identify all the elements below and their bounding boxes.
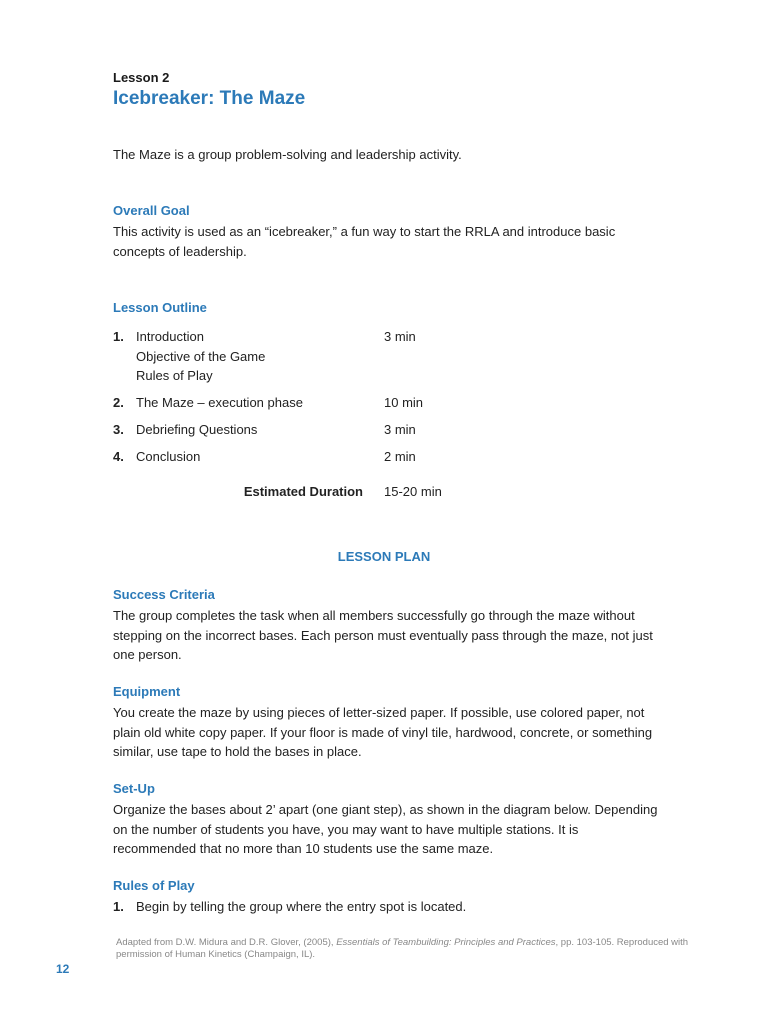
overall-goal-heading: Overall Goal: [113, 203, 190, 218]
outline-item-number: 3.: [113, 422, 124, 437]
lesson-label: Lesson 2: [113, 70, 170, 85]
overall-goal-line: This activity is used as an “icebreaker,” a fun way to start the RRLA and introduce basic: [113, 224, 616, 239]
page-number: 12: [56, 962, 70, 976]
footnote-prefix: Adapted from D.W. Midura and D.R. Glover, (2005),: [116, 937, 337, 948]
lesson-outline-heading: Lesson Outline: [113, 300, 207, 315]
footnote-book-title: Essentials of Teambuilding: Principles and Practices: [336, 937, 556, 948]
intro-text: The Maze is a group problem-solving and leadership activity.: [113, 147, 462, 162]
overall-goal-text: [113, 222, 615, 261]
equipment-heading: Equipment: [113, 684, 181, 699]
outline-item-text: [136, 327, 265, 386]
estimated-duration-value: 15-20 min: [384, 484, 442, 499]
outline-item-number: 1.: [113, 329, 124, 344]
setup-heading: Set-Up: [113, 781, 155, 796]
page-title: Icebreaker: The Maze: [113, 88, 306, 109]
footnote-line: permission of Human Kinetics (Champaign, IL).: [116, 949, 316, 960]
success-criteria-line: stepping on the incorrect bases. Each person must eventually pass through the maze, not just: [113, 627, 653, 643]
rules-of-play-heading: Rules of Play: [113, 878, 195, 893]
outline-item-line: Introduction: [136, 329, 204, 344]
outline-item-time: 10 min: [384, 395, 424, 410]
setup-line: recommended that no more than 10 students use the same maze.: [113, 841, 494, 856]
outline-item-time: 3 min: [384, 422, 416, 437]
equipment-line: similar, use tape to hold the bases in place.: [113, 744, 362, 759]
footnote: [116, 937, 696, 961]
rules-item-number: 1.: [113, 899, 124, 914]
outline-item-line: Objective of the Game: [136, 348, 266, 364]
success-criteria-line: one person.: [113, 647, 182, 662]
success-criteria-heading: Success Criteria: [113, 587, 215, 602]
equipment-line: You create the maze by using pieces of letter-sized paper. If possible, use colored paper, not: [113, 705, 645, 720]
outline-item-text: Conclusion: [136, 449, 201, 464]
outline-item-text: Debriefing Questions: [136, 422, 258, 437]
overall-goal-line: concepts of leadership.: [113, 243, 247, 259]
setup-line: on the number of students you have, you may want to have multiple stations. It is: [113, 821, 579, 837]
setup-line: Organize the bases about 2’ apart (one giant step), as shown in the diagram below. Depending: [113, 802, 658, 817]
estimated-duration-label: Estimated Duration: [243, 484, 363, 499]
success-criteria-text: [113, 606, 653, 665]
equipment-text: [113, 703, 652, 762]
footnote-suffix: , pp. 103-105. Reproduced with: [555, 937, 689, 948]
outline-item-text: The Maze – execution phase: [136, 395, 303, 410]
success-criteria-line: The group completes the task when all members successfully go through the maze without: [113, 608, 635, 623]
outline-item-number: 2.: [113, 395, 124, 410]
setup-text: [113, 800, 657, 859]
footnote-line: [116, 937, 696, 949]
outline-item-number: 4.: [113, 449, 124, 464]
outline-item-time: 2 min: [384, 449, 416, 464]
equipment-line: plain old white copy paper. If your floor is made of vinyl tile, hardwood, concrete, or something: [113, 724, 653, 740]
outline-item-time: 3 min: [384, 329, 416, 344]
rules-item-text: Begin by telling the group where the entry spot is located.: [136, 899, 467, 914]
outline-item-line: Rules of Play: [136, 368, 213, 383]
lesson-plan-heading: LESSON PLAN: [337, 549, 431, 564]
